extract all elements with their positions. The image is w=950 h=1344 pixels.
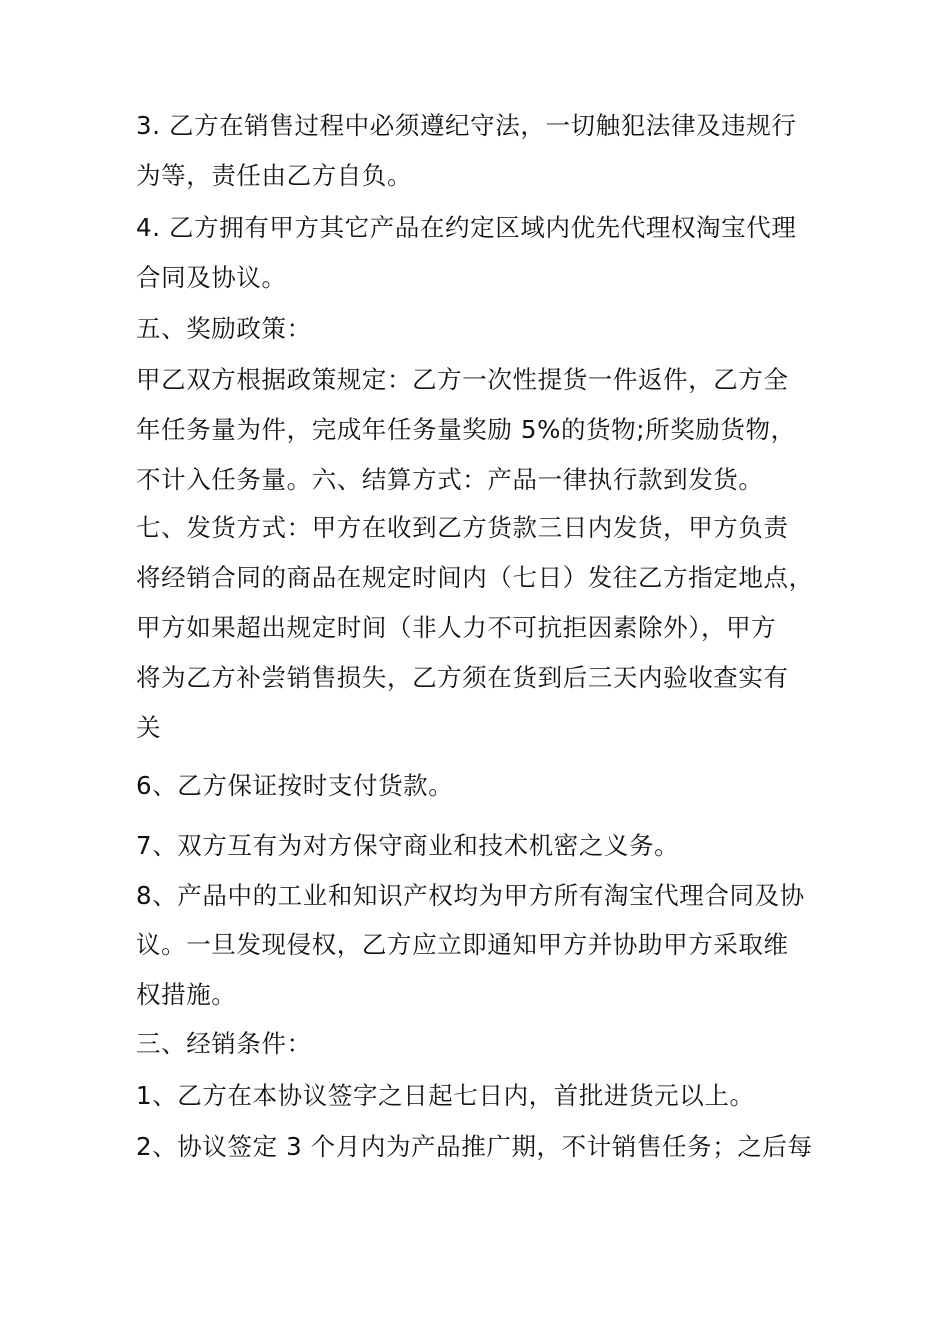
text-line-16: 8、产品中的工业和知识产权均为甲方所有淘宝代理合同及协	[136, 881, 805, 910]
text-line-12: 将为乙方补尝销售损失，乙方须在货到后三天内验收查实有	[136, 663, 789, 692]
text-line-3: 4. 乙方拥有甲方其它产品在约定区域内优先代理权淘宝代理	[136, 213, 797, 242]
text-line-21: 2、协议签定 3 个月内为产品推广期，不计销售任务；之后每	[136, 1132, 813, 1161]
text-line-18: 权措施。	[136, 980, 237, 1009]
text-line-13: 关	[136, 713, 162, 742]
text-line-1: 3. 乙方在销售过程中必须遵纪守法，一切触犯法律及违规行	[136, 111, 797, 140]
text-line-4: 合同及协议。	[136, 263, 287, 292]
text-line-8: 不计入任务量。六、结算方式：产品一律执行款到发货。	[136, 465, 764, 494]
text-line-20: 1、乙方在本协议签字之日起七日内，首批进货元以上。	[136, 1081, 755, 1110]
section-heading-rewards: 五、奖励政策：	[136, 314, 312, 343]
text-line-7: 年任务量为件，完成年任务量奖励 5%的货物;所奖励货物，	[136, 415, 796, 444]
text-line-9: 七、发货方式：甲方在收到乙方货款三日内发货，甲方负责	[136, 513, 789, 542]
text-line-10: 将经销合同的商品在规定时间内（七日）发往乙方指定地点，	[136, 563, 814, 592]
text-line-11: 甲方如果超出规定时间（非人力不可抗拒因素除外），甲方	[136, 613, 777, 642]
text-line-15: 7、双方互有为对方保守商业和技术机密之义务。	[136, 831, 680, 860]
section-heading-conditions: 三、经销条件：	[136, 1029, 312, 1058]
text-line-2: 为等，责任由乙方自负。	[136, 161, 413, 190]
text-line-17: 议。一旦发现侵权，乙方应立即通知甲方并协助甲方采取维	[136, 930, 789, 959]
text-line-6: 甲乙双方根据政策规定：乙方一次性提货一件返件，乙方全	[136, 365, 789, 394]
text-line-14: 6、乙方保证按时支付货款。	[136, 771, 454, 800]
